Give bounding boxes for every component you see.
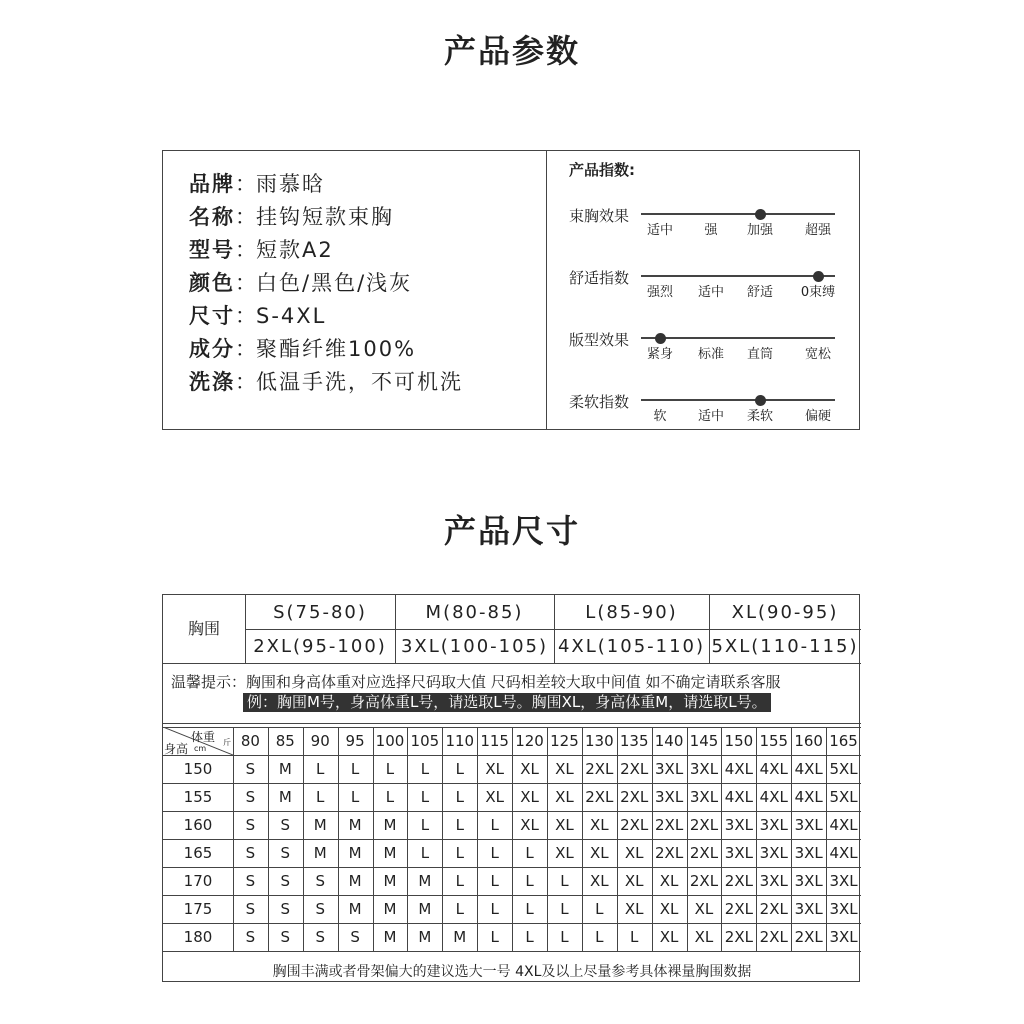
size-cell: S (245, 816, 256, 834)
size-cell: 2XL (620, 788, 649, 806)
size-cell: 2XL (620, 816, 649, 834)
size-cell: 3XL (724, 816, 753, 834)
index-row-label: 舒适指数 (569, 269, 630, 287)
size-cell: L (420, 788, 430, 806)
weight-header: 160 (794, 732, 823, 750)
spec-value: S-4XL (256, 304, 327, 328)
spec-colon: ： (235, 172, 256, 196)
size-cell: 2XL (759, 900, 788, 918)
size-cell: S (245, 900, 256, 918)
tips-line: 温馨提示：胸围和身高体重对应选择尺码取大值 尺码相差较大取中间值 如不确定请联系客服 (171, 673, 781, 691)
spec-row (189, 202, 394, 232)
bust-size-cell: L(85-90) (585, 602, 678, 623)
corner-weight: 体重 (191, 730, 216, 744)
bust-size-cell: 2XL(95-100) (253, 636, 387, 657)
size-cell: S (315, 928, 325, 946)
index-row-label: 版型效果 (569, 331, 630, 349)
height-label: 160 (183, 816, 213, 834)
grid-line (163, 951, 861, 952)
size-cell: XL (589, 816, 609, 834)
size-cell: S (280, 816, 291, 834)
corner-jin: 斤 (223, 738, 231, 747)
size-cell: S (245, 788, 256, 806)
size-cell: XL (555, 844, 574, 862)
size-cell: L (630, 928, 639, 946)
size-cell: 2XL (724, 872, 753, 890)
size-cell: L (455, 900, 464, 918)
index-tick-label: 舒适 (746, 285, 773, 300)
height-label: 150 (183, 760, 213, 778)
spec-value: 白色/黑色/浅灰 (256, 271, 413, 295)
size-cell: M (313, 844, 327, 862)
spec-colon: ： (235, 304, 256, 328)
corner-cm: cm (194, 744, 207, 753)
size-cell: 3XL (759, 816, 788, 834)
index-marker (813, 271, 824, 282)
params-divider (546, 151, 547, 429)
size-cell: 3XL (829, 900, 858, 918)
size-cell: M (348, 844, 362, 862)
weight-header: 90 (310, 732, 330, 750)
size-cell: M (383, 872, 397, 890)
size-cell: 4XL (724, 760, 753, 778)
size-cell: L (490, 900, 499, 918)
size-cell: S (280, 844, 291, 862)
index-tick-label: 适中 (697, 285, 724, 300)
size-cell: L (560, 872, 569, 890)
index-tick-label: 强烈 (646, 285, 673, 300)
height-label: 165 (183, 844, 213, 862)
spec-colon: ： (235, 238, 256, 262)
weight-header: 125 (550, 732, 579, 750)
size-cell: M (278, 788, 292, 806)
spec-row (189, 301, 326, 331)
spec-row (189, 268, 412, 298)
size-cell: L (595, 900, 604, 918)
height-label: 175 (183, 900, 213, 918)
index-tick-label: 直筒 (746, 347, 773, 362)
bust-size-cell: 5XL(110-115) (711, 636, 859, 657)
spec-colon: ： (235, 370, 256, 394)
size-cell: M (278, 760, 292, 778)
size-cell: L (525, 844, 534, 862)
size-cell: 2XL (794, 928, 823, 946)
weight-header: 80 (240, 732, 260, 750)
table-footer-note: 胸围丰满或者骨架偏大的建议选大一号 4XL及以上尽量参考具体裸量胸围数据 (272, 964, 752, 980)
weight-header: 145 (689, 732, 719, 750)
index-tick-label: 软 (653, 409, 667, 424)
index-tick-label: 加强 (746, 223, 773, 238)
index-row-label: 束胸效果 (569, 207, 630, 225)
size-cell: L (420, 844, 430, 862)
index-tick-label: 标准 (697, 347, 724, 362)
size-cell: L (316, 760, 325, 778)
size-cell: 3XL (655, 788, 684, 806)
size-cell: XL (589, 872, 609, 890)
bust-size-cell: 4XL(105-110) (557, 636, 706, 657)
size-cell: M (453, 928, 467, 946)
weight-header: 105 (410, 732, 440, 750)
height-label: 180 (183, 928, 213, 946)
tips-example: 例：胸围M号，身高体重L号，请选取L号。胸围XL，身高体重M，请选取L号。 (243, 693, 771, 712)
bust-size-cell: XL(90-95) (731, 602, 839, 623)
spec-colon: ： (235, 205, 256, 229)
size-cell: 3XL (759, 844, 788, 862)
index-tick-label: 柔软 (746, 409, 773, 424)
spec-row (189, 334, 416, 364)
bust-size-cell: 3XL(100-105) (400, 636, 549, 657)
spec-colon: ： (235, 271, 256, 295)
weight-header: 120 (515, 732, 544, 750)
size-cell: 4XL (829, 844, 858, 862)
size-cell: XL (659, 900, 679, 918)
size-cell: L (350, 788, 360, 806)
size-cell: L (316, 788, 325, 806)
size-cell: 4XL (794, 760, 823, 778)
size-cell: XL (555, 760, 574, 778)
weight-header: 110 (445, 732, 475, 750)
size-cell: S (315, 872, 325, 890)
index-tick-label: 紧身 (646, 347, 673, 362)
size-cell: L (595, 928, 604, 946)
weight-header: 135 (619, 732, 649, 750)
size-cell: L (525, 900, 534, 918)
size-cell: M (313, 816, 327, 834)
size-cell: L (525, 872, 534, 890)
size-cell: 3XL (829, 928, 858, 946)
size-cell: S (245, 872, 256, 890)
spec-label: 洗涤 (189, 370, 235, 394)
height-label: 155 (183, 788, 213, 806)
spec-row (189, 169, 325, 199)
index-tick-label: 宽松 (804, 347, 831, 362)
weight-header: 95 (345, 732, 365, 750)
spec-row (189, 367, 463, 397)
size-cell: M (348, 816, 362, 834)
size-cell: 5XL (829, 760, 858, 778)
size-cell: S (280, 900, 291, 918)
grid-line (245, 629, 861, 630)
size-cell: L (420, 816, 430, 834)
size-cell: M (418, 900, 432, 918)
size-cell: XL (555, 788, 574, 806)
grid-line (163, 723, 861, 724)
size-cell: L (385, 760, 395, 778)
index-marker (655, 333, 666, 344)
size-cell: M (418, 928, 432, 946)
size-cell: XL (555, 816, 574, 834)
spec-value: 挂钩短款束胸 (256, 205, 394, 229)
size-cell: L (455, 816, 464, 834)
weight-header: 165 (829, 732, 858, 750)
size-cell: S (280, 928, 291, 946)
spec-label: 名称 (189, 205, 235, 229)
size-title: 产品尺寸 (443, 512, 580, 550)
size-cell: 3XL (655, 760, 684, 778)
size-cell: XL (624, 900, 644, 918)
size-cell: M (383, 816, 397, 834)
size-cell: L (525, 928, 534, 946)
index-tick-label: 适中 (697, 409, 724, 424)
spec-label: 尺寸 (189, 304, 235, 328)
size-cell: L (350, 760, 360, 778)
size-cell: XL (694, 928, 714, 946)
size-table (162, 594, 860, 982)
bust-size-cell: S(75-80) (273, 602, 367, 623)
size-cell: XL (485, 788, 504, 806)
size-cell: XL (659, 872, 679, 890)
size-cell: 2XL (655, 816, 684, 834)
size-cell: 3XL (689, 788, 719, 806)
size-cell: L (560, 928, 569, 946)
size-cell: L (490, 872, 499, 890)
size-cell: 2XL (724, 928, 753, 946)
weight-header: 100 (375, 732, 405, 750)
size-cell: L (455, 872, 464, 890)
size-cell: 4XL (794, 788, 823, 806)
size-cell: M (348, 872, 362, 890)
size-cell: S (280, 872, 291, 890)
size-cell: 2XL (689, 872, 719, 890)
spec-colon: ： (235, 337, 256, 361)
index-row-label: 柔软指数 (569, 393, 630, 411)
size-cell: 3XL (759, 872, 788, 890)
weight-header: 140 (654, 732, 684, 750)
index-track (641, 337, 835, 339)
size-cell: L (490, 816, 499, 834)
size-cell: 4XL (829, 816, 858, 834)
index-tick-label: 超强 (804, 223, 831, 238)
size-cell: 4XL (724, 788, 753, 806)
size-cell: L (385, 788, 395, 806)
spec-value: 聚酯纤维100% (256, 337, 417, 361)
index-tick-label: 适中 (646, 223, 673, 238)
size-cell: XL (485, 760, 504, 778)
size-cell: 2XL (689, 816, 719, 834)
params-panel (162, 150, 860, 430)
size-cell: 3XL (794, 900, 823, 918)
size-cell: S (245, 844, 256, 862)
size-cell: 3XL (794, 844, 823, 862)
size-cell: XL (624, 872, 644, 890)
bust-size-cell: M(80-85) (425, 602, 524, 623)
size-cell: XL (659, 928, 679, 946)
grid-line (163, 663, 861, 664)
index-track (641, 213, 835, 215)
index-tick-label: 偏硬 (804, 409, 831, 424)
spec-row (189, 235, 334, 265)
spec-value: 短款A2 (256, 238, 334, 262)
size-cell: XL (520, 788, 539, 806)
index-tick-label: 0束缚 (800, 285, 836, 300)
size-cell: XL (589, 844, 609, 862)
size-cell: L (560, 900, 569, 918)
size-cell: XL (694, 900, 714, 918)
spec-label: 颜色 (189, 271, 235, 295)
index-tick-label: 强 (704, 223, 718, 238)
size-cell: L (490, 928, 499, 946)
size-cell: S (245, 760, 256, 778)
index-marker (755, 209, 766, 220)
spec-value: 低温手洗，不可机洗 (256, 370, 463, 394)
params-title: 产品参数 (443, 32, 580, 70)
corner-height: 身高 (164, 742, 189, 755)
size-cell: L (490, 844, 499, 862)
index-title: 产品指数: (569, 161, 635, 179)
size-cell: XL (520, 816, 539, 834)
size-cell: L (455, 788, 464, 806)
weight-header: 130 (584, 732, 614, 750)
size-cell: 3XL (794, 816, 823, 834)
spec-label: 成分 (189, 337, 235, 361)
index-marker (755, 395, 766, 406)
size-cell: S (245, 928, 256, 946)
size-cell: L (420, 760, 430, 778)
spec-label: 型号 (189, 238, 235, 262)
weight-header: 115 (480, 732, 509, 750)
bust-label: 胸围 (187, 619, 220, 638)
size-cell: 3XL (689, 760, 719, 778)
size-cell: S (350, 928, 360, 946)
size-cell: 2XL (620, 760, 649, 778)
size-cell: M (383, 844, 397, 862)
size-cell: M (348, 900, 362, 918)
size-cell: S (315, 900, 325, 918)
index-track (641, 275, 835, 277)
weight-header: 85 (275, 732, 295, 750)
size-cell: 4XL (759, 760, 788, 778)
size-cell: 3XL (794, 872, 823, 890)
size-cell: M (418, 872, 432, 890)
weight-header: 155 (759, 732, 789, 750)
size-cell: M (383, 928, 397, 946)
index-track (641, 399, 835, 401)
spec-label: 品牌 (189, 172, 235, 196)
size-cell: 2XL (585, 760, 614, 778)
corner-cell (163, 727, 233, 755)
size-cell: 2XL (724, 900, 753, 918)
size-cell: 2XL (655, 844, 684, 862)
size-cell: L (455, 760, 464, 778)
size-cell: XL (624, 844, 644, 862)
size-cell: 2XL (689, 844, 719, 862)
spec-value: 雨慕晗 (256, 172, 325, 196)
size-cell: XL (520, 760, 539, 778)
height-label: 170 (183, 872, 213, 890)
size-cell: 3XL (829, 872, 858, 890)
size-cell: 2XL (759, 928, 788, 946)
size-cell: 3XL (724, 844, 753, 862)
size-cell: L (455, 844, 464, 862)
size-cell: M (383, 900, 397, 918)
weight-header: 150 (724, 732, 754, 750)
size-cell: 2XL (585, 788, 614, 806)
size-cell: 4XL (759, 788, 788, 806)
size-cell: 5XL (829, 788, 858, 806)
